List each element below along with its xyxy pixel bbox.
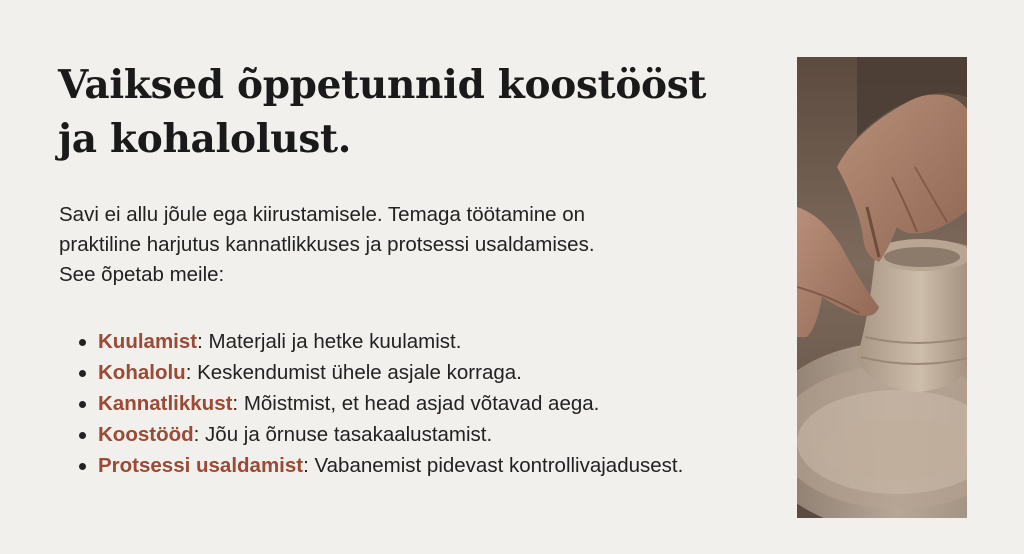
lesson-text: : Vabanemist pidevast kontrollivajadusest. — [303, 454, 684, 477]
list-item — [76, 357, 726, 388]
intro-line-3: See õpetab meile: — [59, 263, 225, 286]
list-item — [76, 326, 726, 357]
lesson-text: : Materjali ja hetke kuulamist. — [197, 330, 462, 353]
lesson-text: : Mõistmist, et head asjad võtavad aega. — [232, 392, 600, 415]
intro-line-2: praktiline harjutus kannatlikkuses ja protsessi usaldamises. — [59, 233, 595, 256]
list-item — [76, 388, 726, 419]
intro-line-1: Savi ei allu jõule ega kiirustamisele. Temaga töötamine on — [59, 203, 586, 226]
pottery-hands-illustration — [797, 57, 967, 518]
lesson-text: : Keskendumist ühele asjale korraga. — [185, 361, 522, 384]
lesson-term: Protsessi usaldamist — [98, 454, 304, 477]
title-line-2: ja kohalolust. — [58, 116, 351, 162]
lesson-term: Kannatlikkust — [98, 392, 233, 415]
pottery-photo — [797, 57, 967, 518]
list-item — [76, 419, 726, 450]
lesson-term: Kuulamist — [98, 330, 198, 353]
lesson-text: : Jõu ja õrnuse tasakaalustamist. — [193, 423, 493, 446]
intro-paragraph — [59, 200, 759, 290]
lesson-term: Kohalolu — [98, 361, 186, 384]
title-line-1: Vaiksed õppetunnid koostööst — [58, 62, 707, 108]
page-title — [58, 58, 758, 166]
lessons-list — [76, 326, 726, 481]
lesson-term: Koostööd — [98, 423, 194, 446]
list-item — [76, 450, 726, 481]
